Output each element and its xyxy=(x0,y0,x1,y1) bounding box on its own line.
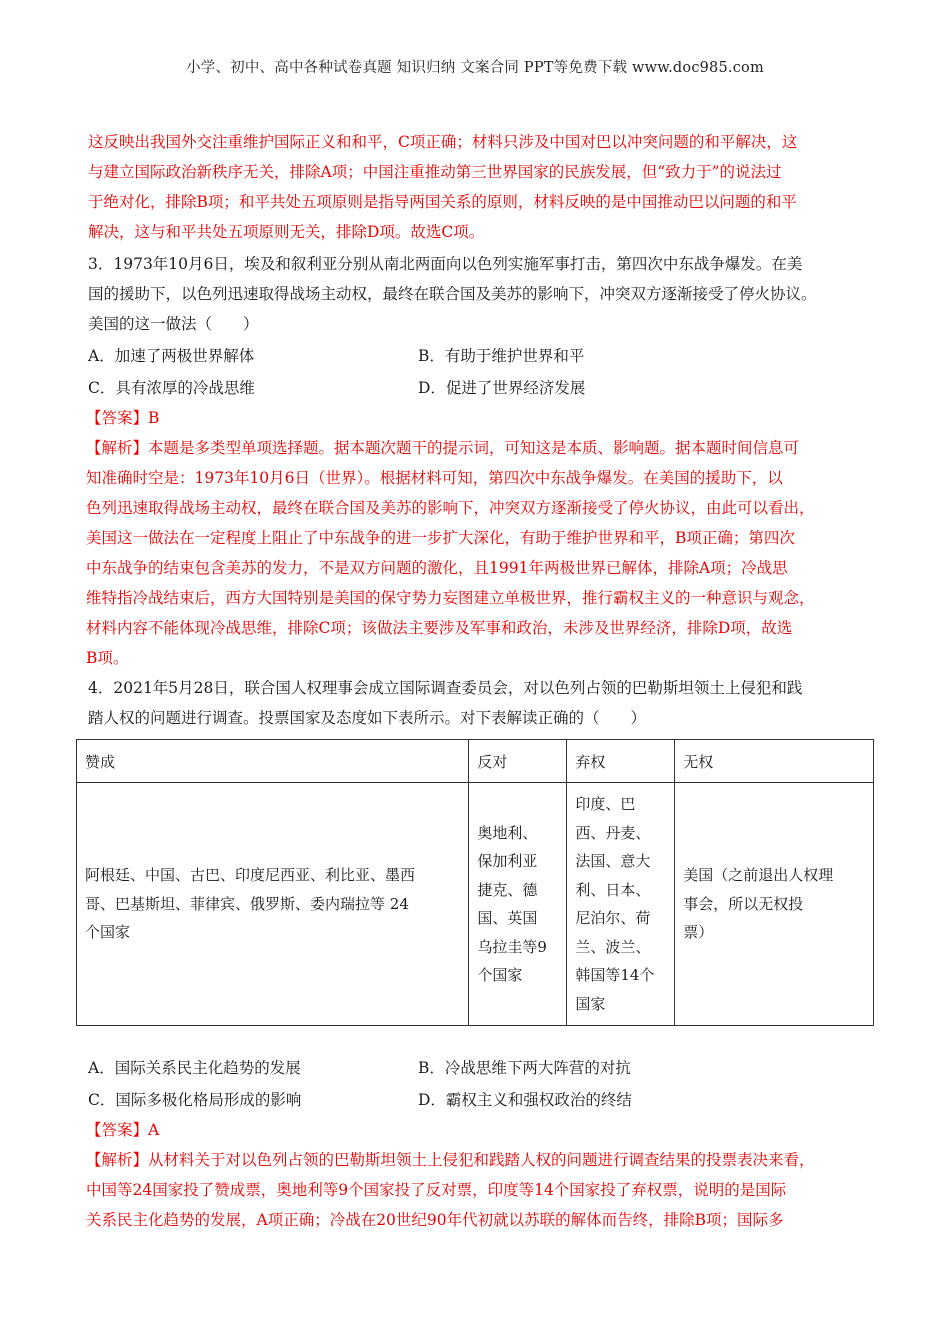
answer-label: 【答案】B xyxy=(86,409,160,427)
cell-favor xyxy=(77,783,469,1026)
text-line: 材料内容不能体现冷战思维，排除C项；该做法主要涉及军事和政治，未涉及世界经济，排除D项，故选 xyxy=(86,619,793,637)
option-d: D．霸权主义和强权政治的终结 xyxy=(418,1091,632,1109)
question-4-options xyxy=(88,1052,868,1116)
vote-table xyxy=(76,739,874,1026)
text-line: B项。 xyxy=(86,649,129,667)
text-line: 这反映出我国外交注重维护国际正义和和平，C项正确；材料只涉及中国对巴以冲突问题的和平解决，这 xyxy=(88,133,798,151)
text-line: 踏人权的问题进行调查。投票国家及态度如下表所示。对下表解读正确的（ ） xyxy=(88,709,647,727)
table-header-row xyxy=(77,740,874,783)
cell-line: 哥、巴基斯坦、菲律宾、俄罗斯、委内瑞拉等 24 xyxy=(85,894,409,913)
cell-no-right xyxy=(675,783,874,1026)
cell-line: 国家 xyxy=(575,994,606,1013)
text-line: 维特指冷战结束后，西方大国特别是美国的保守势力妄图建立单极世界，推行霸权主义的一种意识与观念， xyxy=(86,589,815,607)
cell-line: 国、英国 xyxy=(477,909,538,927)
text-line: 关系民主化趋势的发展，A项正确；冷战在20世纪90年代初就以苏联的解体而告终，排除B项；国际多 xyxy=(86,1211,784,1229)
text-line: 美国的这一做法（ ） xyxy=(88,315,259,333)
text-line: 【解析】本题是多类型单项选择题。据本题次题干的提示词，可知这是本质、影响题。据本题时间信息可 xyxy=(86,439,800,457)
cell-line: 美国（之前退出人权理 xyxy=(683,866,834,885)
cell-line: 事会，所以无权投 xyxy=(683,894,804,913)
text-line: 色列迅速取得战场主动权，最终在联合国及美苏的影响下，冲突双方逐渐接受了停火协议，由此可以看出， xyxy=(86,499,815,517)
cell-against xyxy=(469,783,567,1026)
header-no-right: 无权 xyxy=(675,740,874,783)
cell-line: 奥地利、 xyxy=(477,823,538,842)
option-a: A．加速了两极世界解体 xyxy=(88,347,255,365)
text-line: 美国这一做法在一定程度上阻止了中东战争的进一步扩大深化，有助于维护世界和平，B项正确；第四次 xyxy=(86,529,795,547)
cell-line: 个国家 xyxy=(85,923,131,942)
cell-line: 乌拉圭等9 xyxy=(477,937,547,956)
cell-line: 韩国等14个 xyxy=(575,966,655,984)
table-row xyxy=(77,783,874,1026)
question-4-answer-block xyxy=(86,1115,866,1235)
text-line: 3．1973年10月6日，埃及和叙利亚分别从南北两面向以色列实施军事打击，第四次中东战争爆发。在美 xyxy=(88,255,803,273)
text-line: 4．2021年5月28日，联合国人权理事会成立国际调查委员会，对以色列占领的巴勒斯坦领土上侵犯和践 xyxy=(88,679,803,697)
cell-line: 法国、意大 xyxy=(575,852,651,870)
option-b: B．冷战思维下两大阵营的对抗 xyxy=(418,1059,631,1077)
question-4-stem xyxy=(88,673,868,733)
question-3-stem xyxy=(88,249,868,339)
header-against: 反对 xyxy=(469,740,567,783)
text-line: 知准确时空是：1973年10月6日（世界）。根据材料可知，第四次中东战争爆发。在美国的援助下，以 xyxy=(86,469,783,487)
text-line: 解决，这与和平共处五项原则无关，排除D项。故选C项。 xyxy=(88,223,485,241)
cell-line: 印度、巴 xyxy=(575,795,636,813)
header-favor: 赞成 xyxy=(77,740,469,783)
option-c: C．国际多极化格局形成的影响 xyxy=(88,1091,302,1109)
text-line: 与建立国际政治新秩序无关，排除A项；中国注重推动第三世界国家的民族发展，但“致力于”的说法过 xyxy=(88,163,782,181)
option-d: D．促进了世界经济发展 xyxy=(418,379,586,397)
cell-line: 个国家 xyxy=(477,966,523,984)
answer-label: 【答案】A xyxy=(86,1121,160,1139)
option-c: C．具有浓厚的冷战思维 xyxy=(88,379,255,397)
page-header: 小学、初中、高中各种试卷真题 知识归纳 文案合同 PPT等免费下载 www.doc985.com xyxy=(186,60,764,76)
cell-abstain xyxy=(567,783,675,1026)
text-line: 中东战争的结束包含美苏的发力，不是双方问题的激化，且1991年两极世界已解体，排除A项；冷战思 xyxy=(86,559,788,577)
cell-line: 利、日本、 xyxy=(575,880,651,899)
header-abstain: 弃权 xyxy=(567,740,675,783)
text-line: 国的援助下，以色列迅速取得战场主动权，最终在联合国及美苏的影响下，冲突双方逐渐接受了停火协议。 xyxy=(88,285,817,303)
cell-line: 尼泊尔、荷 xyxy=(575,909,651,927)
question-3-answer-block xyxy=(86,403,866,673)
intro-analysis xyxy=(88,127,868,247)
text-line: 于绝对化，排除B项；和平共处五项原则是指导两国关系的原则，材料反映的是中国推动巴以问题的和平 xyxy=(88,193,797,211)
cell-line: 捷克、德 xyxy=(477,880,538,899)
cell-line: 西、丹麦、 xyxy=(575,823,651,842)
cell-line: 阿根廷、中国、古巴、印度尼西亚、利比亚、墨西 xyxy=(85,866,416,885)
cell-line: 票） xyxy=(683,923,714,942)
cell-line: 兰、波兰、 xyxy=(575,937,651,956)
cell-line: 保加利亚 xyxy=(477,852,538,870)
text-line: 中国等24国家投了赞成票，奥地利等9个国家投了反对票，印度等14个国家投了弃权票，说明的是国际 xyxy=(86,1181,787,1199)
option-a: A．国际关系民主化趋势的发展 xyxy=(88,1059,301,1077)
question-3-options xyxy=(88,340,868,404)
option-b: B．有助于维护世界和平 xyxy=(418,347,585,365)
text-line: 【解析】从材料关于对以色列占领的巴勒斯坦领土上侵犯和践踏人权的问题进行调查结果的投票表决来看， xyxy=(86,1151,815,1169)
